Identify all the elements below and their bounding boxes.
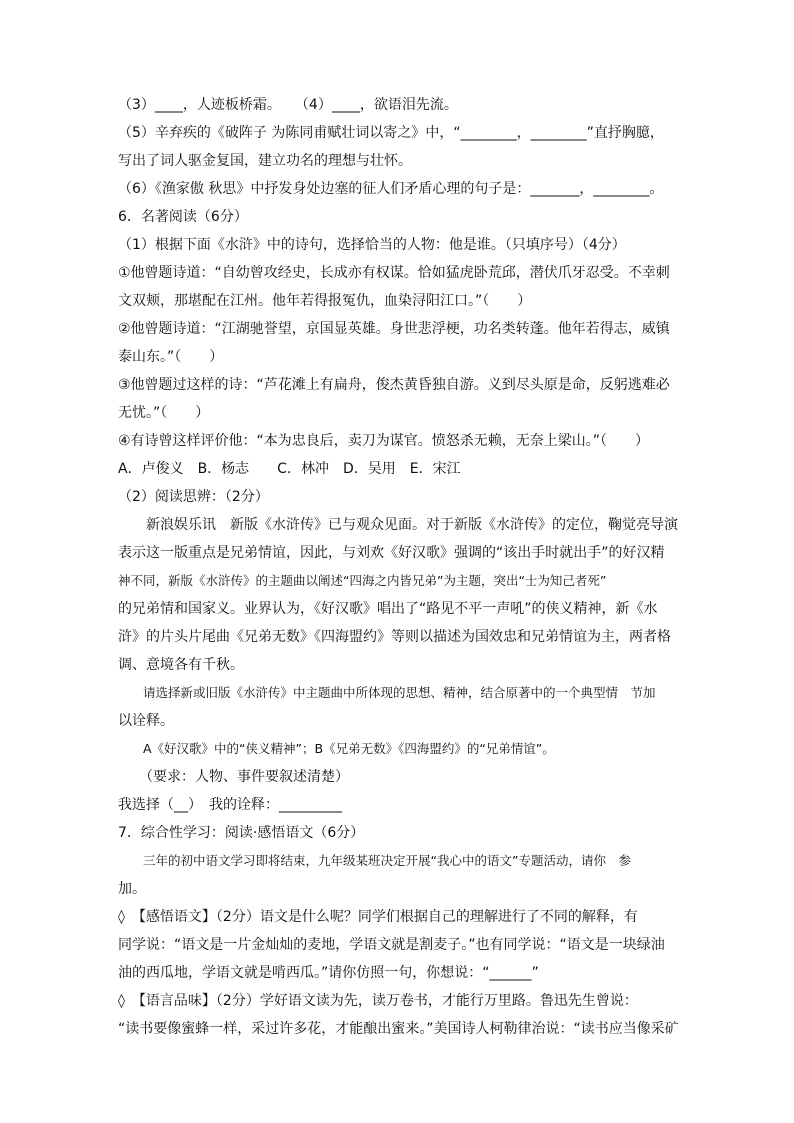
q6-item2-cont: 泰山东。”（ ） [118, 349, 224, 365]
line-poem-blanks-3-4: （3）____，人迹板桥霜。 （4）____，欲语泪先流。 [118, 97, 458, 113]
passage-line-6: 调、意境各有千秋。 [118, 657, 244, 673]
passage-line-5: 浒》的片头片尾曲《兄弟无数》《四海盟约》等则以描述为国效忠和兄弟情谊为主，两者格 [118, 629, 671, 645]
q6-part2-heading: （2）阅读思辨：（2分） [118, 489, 269, 505]
passage-line-1: 新浪娱乐讯 新版《水浒传》已与观众见面。对于新版《水浒传》的定位，鞠觉亮导演 [118, 517, 678, 533]
passage-line-4: 的兄弟情和国家义。业界认为，《好汉歌》唱出了“路见不平一声吼”的侠义精神，新《水 [118, 601, 658, 617]
q7-intro: 三年的初中语文学习即将结束，九年级某班决定开展“我心中的语文”专题活动，请你 参 [118, 853, 631, 868]
q6-part2-requirement: （要求：人物、事件要叙述清楚） [118, 769, 349, 785]
q6-item3-cont: 无忧。”（ ） [118, 405, 210, 421]
q6-item1-cont: 文双颊，那堪配在江州。他年若得报冤仇，血染浔阳江口。”（ ） [118, 293, 532, 309]
passage-line-2: 表示这一版重点是兄弟情谊，因此，与刘欢《好汉歌》强调的“该出手时就出手”的好汉精 [118, 545, 665, 561]
q6-part2-choices: A《好汉歌》中的“侠义精神”；B《兄弟无数》《四海盟约》的“兄弟情谊”。 [118, 741, 555, 756]
question-6-heading: 6．名著阅读（6分） [118, 209, 248, 225]
q6-part1-instruction: （1）根据下面《水浒》中的诗句，选择恰当的人物：他是谁。（只填序号）（4分） [118, 237, 626, 253]
q7-part1: ◊ 【感悟语文】（2分）语文是什么呢？同学们根据自己的理解进行了不同的解释，有 [118, 909, 638, 925]
question-7-heading: 7．综合性学习：阅读·感悟语文（6分） [118, 825, 365, 841]
q6-item2: ②他曾题诗道：“江湖驰誉望，京国显英雄。身世悲浮梗，功名类转蓬。他年若得志，威镇 [118, 321, 670, 337]
q6-item4: ④有诗曾这样评价他：“本为忠良后，卖刀为谋官。愤怒杀无赖，无奈上梁山。”（ ） [118, 433, 650, 449]
q7-intro-cont: 加。 [118, 881, 146, 897]
line-poem-blank-5: （5）辛弃疾的《破阵子 为陈同甫赋壮词以寄之》中，“________，________”直抒胸臆， [118, 125, 664, 141]
q7-part2: ◊ 【语言品味】（2分）学好语文读为先，读万卷书，才能行万里路。鲁迅先生曾说： [118, 993, 638, 1009]
q6-item1: ①他曾题诗道：“自幼曾攻经史，长成亦有权谋。恰如猛虎卧荒邱，潜伏爪牙忍受。不幸刺 [118, 265, 670, 281]
q6-part2-task-cont: 以诠释。 [118, 713, 174, 729]
line-poem-5-cont: 写出了词人驱金复国，建立功名的理想与壮怀。 [118, 153, 412, 169]
q6-options: A．卢俊义 B．杨志 C．林冲 D．吴用 E．宋江 [118, 461, 461, 477]
line-poem-blank-6: （6）《渔家傲 秋思》中抒发身处边塞的征人们矛盾心理的句子是：_______，________。 [118, 181, 664, 197]
q7-part1-cont: 同学说：“语文是一片金灿灿的麦地，学语文就是割麦子。”也有同学说：“语文是一块绿油 [118, 937, 665, 953]
answer-line: 我选择（__） 我的诠释：_________ [118, 797, 342, 813]
q6-item3: ③他曾题过这样的诗：“芦花滩上有扁舟，俊杰黄昏独自游。义到尽头原是命，反躬逃难必 [118, 377, 670, 393]
q6-part2-task: 请选择新或旧版《水浒传》中主题曲中所体现的思想、精神，结合原著中的一个典型情 节加 [118, 685, 656, 700]
q7-part1-cont2: 油的西瓜地，学语文就是啃西瓜。”请你仿照一句，你想说：“______” [118, 965, 539, 981]
q7-part2-cont: “读书要像蜜蜂一样，采过许多花，才能酿出蜜来。”美国诗人柯勒律治说：“读书应当像采矿 [118, 1021, 679, 1037]
passage-line-3: 神不同，新版《水浒传》的主题曲以阐述“四海之内皆兄弟”为主题，突出“士为知己者死” [118, 573, 607, 588]
